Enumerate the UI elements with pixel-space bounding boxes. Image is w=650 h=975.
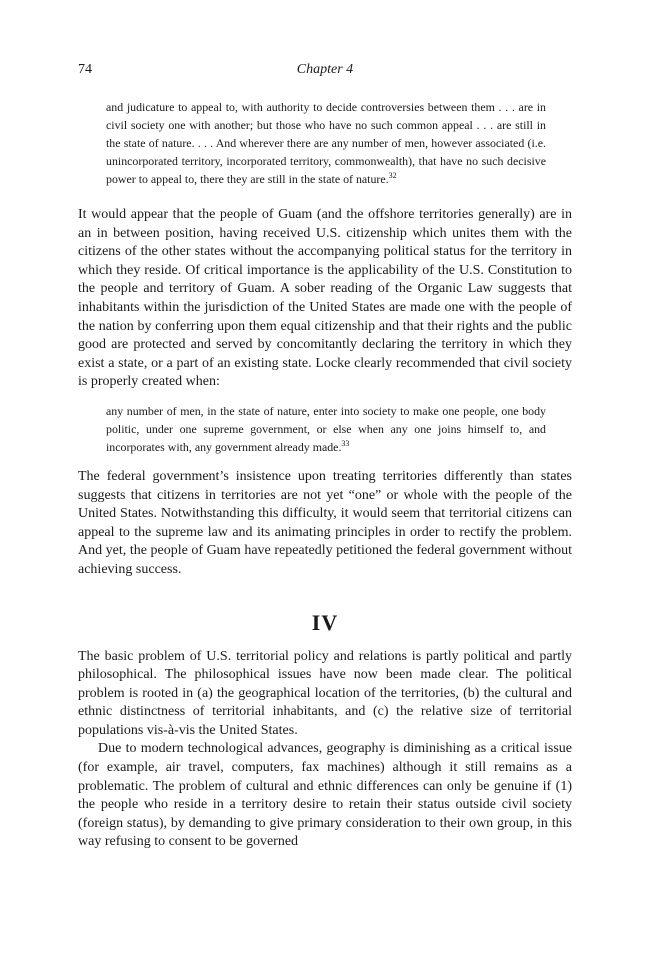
body-paragraph-federal-insistence: The federal government’s insistence upon treating territories differently than states suggests that citizens in territories are not yet “one” or whole with the people of the United States. Notwithstanding this difficulty, it would seem that territorial citizens can appeal to the supreme law and its animating principles in order to rectify the problem. And yet, the people of Guam have repeatedly petitioned the federal government without achieving success. bbox=[78, 468, 572, 577]
quote-text: any number of men, in the state of nature, enter into society to make one people, one body politic, under one supreme government, or else when any one joins himself to, and incorporates with, any government already made. bbox=[106, 403, 546, 454]
body-paragraph-basic-problem: The basic problem of U.S. territorial policy and relations is partly political and partly philosophical. The philosophical issues have now been made clear. The political problem is rooted in (a) the geographical location of the territories, (b) the cultural and ethnic distinctness of territorial inhabitants, and (c) the relative size of territorial populations vis-à-vis the United States. bbox=[78, 648, 572, 738]
footnote-ref-32: 32 bbox=[388, 171, 397, 180]
page-header bbox=[78, 62, 572, 84]
page-number: 74 bbox=[78, 62, 92, 77]
block-quote-locke-1 bbox=[106, 98, 546, 188]
running-title: Chapter 4 bbox=[296, 62, 354, 77]
footnote-ref-33: 33 bbox=[341, 438, 350, 448]
block-quote-locke-2 bbox=[106, 402, 546, 456]
quote-text: and judicature to appeal to, with authority to decide controversies between them . . . are in civil society one with another; but those who have no such common appeal . . . are still in the state of nature. . . . And wherever there are any number of men, however associated (i.e. unincorporated territory, incorporated territory, commonwealth), that have no such decisive power to appeal to, there they are still in the state of nature. bbox=[106, 100, 546, 186]
body-paragraph-modern-advances: Due to modern technological advances, geography is diminishing as a critical issue (for example, air travel, computers, fax machines) although it still remains as a problematic. The problem of cultural and ethnic differences can only be genuine if (1) the people who reside in a territory desire to retain their status outside civil society (foreign status), by demanding to give primary consideration to their own group, in this way refusing to consent to be governed bbox=[78, 741, 572, 850]
book-page bbox=[78, 62, 572, 852]
section-heading: IV bbox=[311, 609, 339, 635]
body-paragraph-guam-position: It would appear that the people of Guam (and the offshore territories generally) are in an in between position, having received U.S. citizenship which unites them with the citizens of the other states without the accompanying political status for the territory in which they reside. Of critical importance is the applicability of the U.S. Constitution to the people and territory of Guam. A sober reading of the Organic Law suggests that inhabitants within the jurisdiction of the United States are made one with the people of the nation by conferring upon them equal citizenship and that their rights and the public good are protected and served by concomitantly declaring the territory in which they exist a state, or a part of an existing state. Locke clearly recommended that civil society is properly created when: bbox=[78, 207, 572, 390]
